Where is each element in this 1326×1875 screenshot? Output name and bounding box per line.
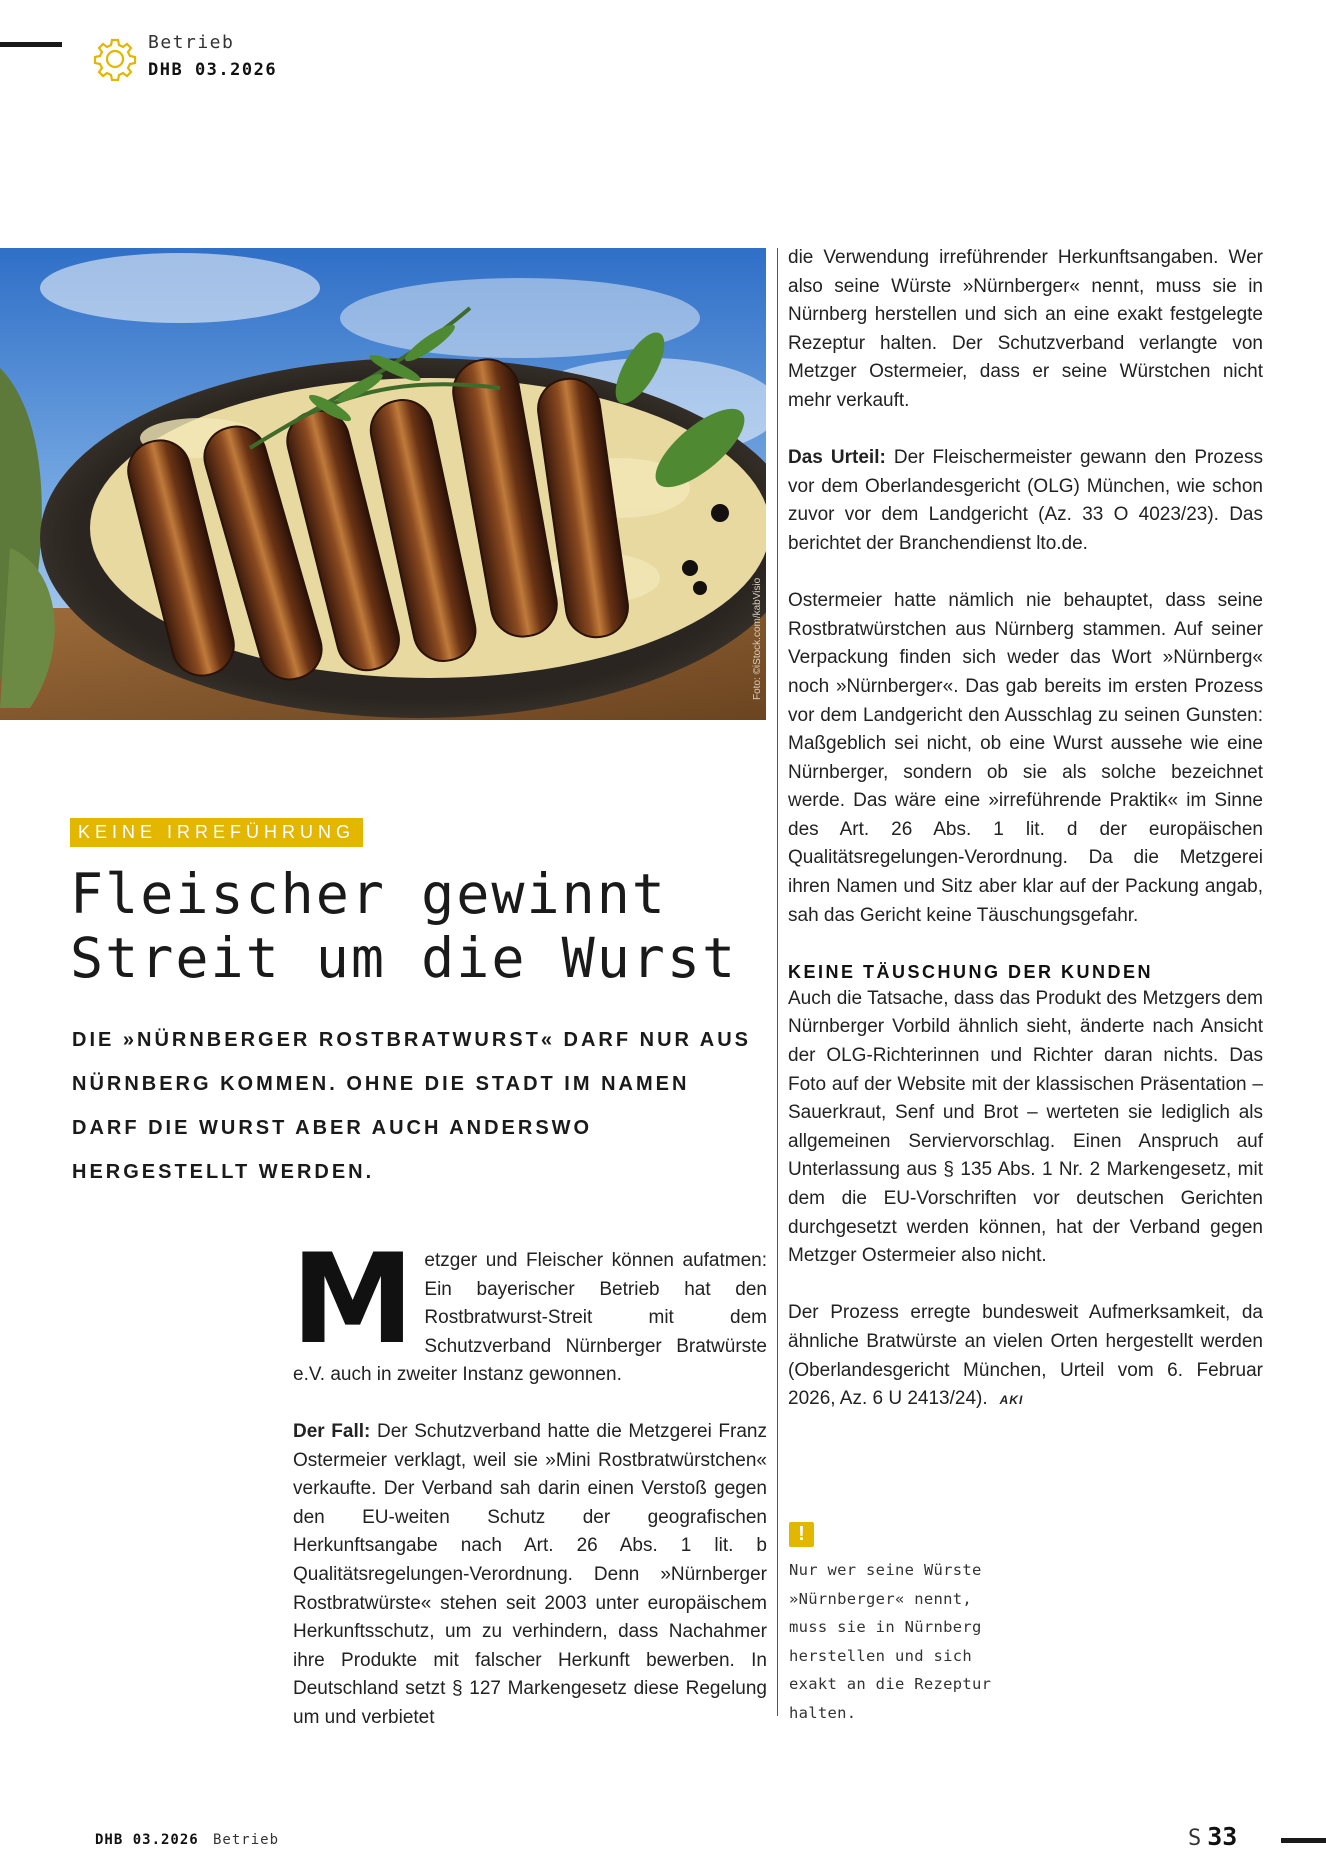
- teaser: DIE »NÜRNBERGER ROSTBRATWURST« DARF NUR AUS NÜRNBERG KOMMEN. OHNE DIE STADT IM NAMEN DARF DIE WURST ABER AUCH ANDERSWO HERGESTELLT WERDEN.: [72, 1029, 752, 1183]
- urteil-paragraph: [788, 444, 1263, 558]
- col2-paragraph-5: [788, 1299, 1263, 1414]
- subhead: KEINE TÄUSCHUNG DER KUNDEN: [788, 961, 1154, 982]
- author-initials: AKI: [999, 1393, 1024, 1408]
- col2-paragraph-5-text: Der Prozess erregte bundesweit Aufmerksamkeit, da ähnliche Bratwürste an vielen Orten hergestellt werden (Oberlandesgericht München, Urteil vom 6. Februar 2026, Az. 6 U 2413/24).: [788, 1302, 1263, 1410]
- col2-paragraph-4: Auch die Tatsache, dass das Produkt des Metzgers dem Nürnberger Vorbild ähnlich sieht, änderte nach Ansicht der OLG-Richterinnen und Richter daran nichts. Das Foto auf der Website mit der klassischen Präsentation – Sauerkraut, Senf und Brot – werteten sie lediglich als allgemeinen Serviervorschlag. Einen Anspruch auf Unterlassung aus § 135 Abs. 1 Nr. 2 Markengesetz, mit dem die EU-Vorschriften vor deutschen Gerichten durchgesetzt werden können, hat der Verband gegen Metzger Ostermeier also nicht.: [788, 987, 1263, 1267]
- page-number-value: 33: [1207, 1822, 1238, 1851]
- article-column-2: [788, 244, 1263, 1443]
- exclamation-icon: !: [789, 1522, 814, 1547]
- callout-line: Nur wer seine Würste: [789, 1561, 982, 1579]
- header-issue-label: DHB 03.2026: [148, 60, 278, 80]
- footer-section-label: Betrieb: [213, 1832, 280, 1848]
- kicker-label: KEINE IRREFÜHRUNG: [70, 818, 363, 847]
- gear-icon: [93, 37, 137, 81]
- page-prefix: S: [1188, 1826, 1202, 1851]
- fall-paragraph: [293, 1418, 767, 1733]
- urteil-label: Das Urteil:: [788, 447, 886, 469]
- footer-rule: [1281, 1838, 1326, 1843]
- dropcap: M: [291, 1228, 415, 1372]
- callout-line: »Nürnberger« nennt,: [789, 1589, 973, 1608]
- callout-line: exakt an die Rezeptur: [789, 1675, 992, 1693]
- fall-text: Der Schutzverband hatte die Metzgerei Franz Ostermeier verklagt, weil sie »Mini Rostbratwürstchen« verkaufte. Der Verband sah darin einen Verstoß gegen den EU-weiten Schutz der geografischen Herkunftsangabe nach Art. 26 Abs. 1 lit. b Qualitätsregelungen-Verordnung. Denn »Nürnberger Rostbratwürste« stehen seit 2003 unter europäischem Herkunftsschutz, um zu verhindern, dass Nachahmer ihre Produkte mit falscher Herkunft bewerben. In Deutschland setzt § 127 Markengesetz diese Regelung um und verbietet: [293, 1420, 767, 1728]
- headline: [70, 862, 770, 990]
- headline-line-1: Fleischer gewinnt: [70, 862, 667, 926]
- intro-text: etzger und Fleischer können aufatmen: Ein bayerischer Betrieb hat den Rostbratwurst-Streit mit dem Schutzverband Nürnberger Bratwürste e.V. auch in zweiter Instanz gewonnen.: [293, 1250, 767, 1386]
- col2-paragraph-3: Ostermeier hatte nämlich nie behauptet, dass seine Rostbratwürstchen aus Nürnberg stammen. Auf seiner Verpackung finden sich weder das Wort »Nürnberg« noch »Nürnberger«. Das gab bereits im ersten Prozess vor dem Landgericht den Ausschlag zu seinen Gunsten: Maßgeblich sei nicht, ob eine Wurst aussehe wie eine Nürnberger, sondern ob sie als solche bezeichnet werde. Das wäre eine »irreführende Praktik« im Sinne des Art. 26 Abs. 1 lit. d der europäischen Qualitätsregelungen-Verordnung. Da die Metzgerei ihren Namen und Sitz aber klar auf der Packung angab, sah das Gericht keine Täuschungsgefahr.: [788, 590, 1263, 926]
- photo-credit: Foto: ©iStock.com/kabVisio: [752, 577, 763, 700]
- page-number: [1188, 1822, 1237, 1851]
- bratwurst-photo: [0, 248, 766, 720]
- header-section-label: Betrieb: [148, 32, 235, 53]
- callout-line: herstellen und sich: [789, 1646, 973, 1665]
- article-column-1: [291, 1228, 767, 1733]
- fall-label: Der Fall:: [293, 1420, 371, 1442]
- callout-line: halten.: [789, 1703, 857, 1722]
- intro-paragraph: [291, 1228, 767, 1390]
- col2-paragraph-1: die Verwendung irreführender Herkunftsangaben. Wer also seine Würste »Nürnberger« nennt, muss sie in Nürnberg herstellen und sich an eine exakt festgelegte Rezeptur halten. Der Schutzverband verlangte von Metzger Ostermeier, dass er seine Würstchen nicht mehr verkauft.: [788, 247, 1263, 411]
- footer-issue-label: DHB 03.2026: [95, 1832, 199, 1848]
- urteil-text: Der Fleischermeister gewann den Prozess vor dem Oberlandesgericht (OLG) München, wie schon zuvor vor dem Landgericht (Az. 33 O 4023/23). Das berichtet der Branchendienst lto.de.: [788, 447, 1263, 554]
- callout-line: muss sie in Nürnberg: [789, 1618, 982, 1636]
- column-divider: [777, 248, 778, 1716]
- headline-line-2: Streit um die Wurst: [70, 926, 738, 990]
- header-rule: [0, 42, 62, 47]
- callout-box: [789, 1556, 1029, 1727]
